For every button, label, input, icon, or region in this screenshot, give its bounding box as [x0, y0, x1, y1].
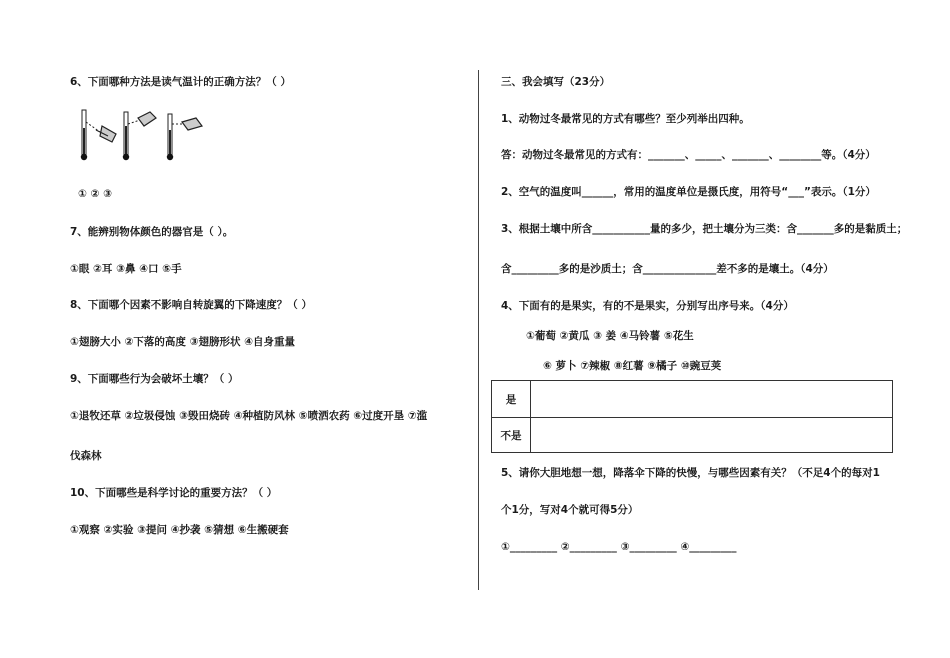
thermometer-2 [123, 112, 156, 160]
thermometer-3 [167, 114, 202, 160]
question-7-options: ①眼 ②耳 ③鼻 ④口 ⑤手 [70, 263, 182, 275]
table-label-yes: 是 [492, 381, 531, 418]
fill-question-5-blanks: ①_________ ②_________ ③_________ ④_________ [501, 541, 737, 553]
question-8: 8、下面哪个因素不影响自转旋翼的下降速度？（ ） [70, 299, 312, 311]
fill-question-5-cont: 个1分，写对4个就可得5分） [501, 504, 639, 516]
question-8-options: ①翅膀大小 ②下落的高度 ③翅膀形状 ④自身重量 [70, 336, 296, 348]
question-10-options: ①观察 ②实验 ③提问 ④抄袭 ⑤猜想 ⑥生搬硬套 [70, 524, 289, 536]
section-title: 三、我会填写（23分） [501, 76, 611, 88]
thermometer-1 [81, 110, 116, 160]
fruit-classification-table [491, 380, 893, 453]
fill-question-1: 1、动物过冬最常见的方式有哪些？至少列举出四种。 [501, 113, 750, 125]
question-7: 7、能辨别物体颜色的器官是（ ）。 [70, 226, 234, 238]
fill-question-3-cont: 含_________多的是沙质土；含______________差不多的是壤土。（4分） [501, 263, 834, 275]
question-9-options-cont: 伐森林 [70, 450, 102, 462]
fill-question-2: 2、空气的温度叫______，常用的温度单位是摄氏度，用符号“___”表示。（1分） [501, 186, 876, 198]
table-label-no: 不是 [492, 418, 531, 453]
fill-question-3: 3、根据土壤中所含___________量的多少，把土壤分为三类：含_______多的是黏质土； [501, 223, 908, 235]
table-answer-yes[interactable] [531, 381, 893, 418]
fill-question-4-items-row2: ⑥ 萝卜 ⑦辣椒 ⑧红薯 ⑨橘子 ⑩豌豆荚 [543, 360, 722, 372]
thermometer-reading-illustration [74, 108, 214, 162]
fill-question-1-answer: 答：动物过冬最常见的方式有：_______、_____、_______、________等。（4分） [501, 149, 876, 161]
question-6-options: ① ② ③ [78, 188, 112, 200]
fill-question-4-items-row1: ①葡萄 ②黄瓜 ③ 姜 ④马铃薯 ⑤花生 [526, 330, 694, 342]
question-10: 10、下面哪些是科学讨论的重要方法？（ ） [70, 487, 278, 499]
question-6: 6、下面哪种方法是读气温计的正确方法？（ ） [70, 76, 291, 88]
question-9-options: ①退牧还草 ②垃圾侵蚀 ③毁田烧砖 ④种植防风林 ⑤喷洒农药 ⑥过度开垦 ⑦滥 [70, 410, 428, 422]
fill-question-4: 4、下面有的是果实，有的不是果实，分别写出序号来。（4分） [501, 300, 794, 312]
question-9: 9、下面哪些行为会破坏土壤？（ ） [70, 373, 239, 385]
column-divider [478, 70, 479, 590]
fill-question-5: 5、请你大胆地想一想，降落伞下降的快慢，与哪些因素有关？（不足4个的每对1 [501, 467, 880, 479]
table-answer-no[interactable] [531, 418, 893, 453]
